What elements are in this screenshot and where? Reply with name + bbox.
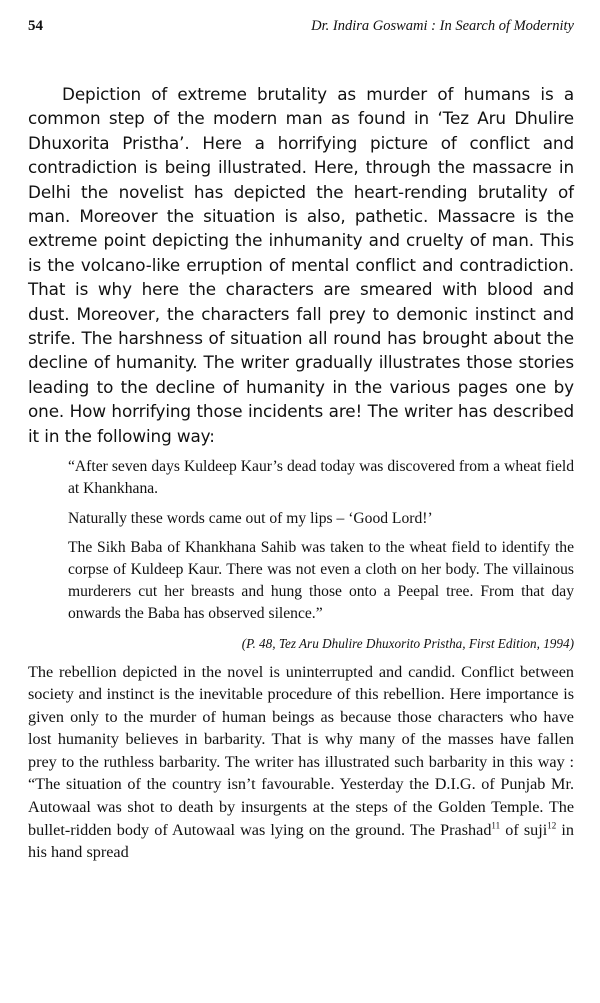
quote-line-2: Naturally these words came out of my lips – ‘Good Lord!’ bbox=[68, 509, 433, 527]
paragraph-rebellion-text-3: in his hand spread bbox=[28, 820, 575, 862]
paragraph-rebellion bbox=[28, 661, 574, 864]
quote-citation: (P. 48, Tez Aru Dhulire Dhuxorito Pristha, First Edition, 1994) bbox=[241, 635, 574, 651]
paragraph-rebellion-text-2: of suji bbox=[500, 820, 548, 839]
paragraph-rebellion-text: The rebellion depicted in the novel is uninterrupted and candid. Conflict between society and instinct is the inevitable procedure of this rebellion. Here importance is given only to the murder of human beings as because those characters who have lost humanity believes in barbarity. That is why many of the masses have fallen prey to the ruthless barbarity. The writer has illustrated such barbarity in this way : “The situation of the country isn’t favourable. Yesterday the D.I.G. of Punjab Mr. Autowaal was shot to death by insurgents at the steps of the Golden Temple. The bullet-ridden body of Autowaal was lying on the ground. The Prashad bbox=[28, 662, 574, 839]
running-title: Dr. Indira Goswami : In Search of Modernity bbox=[311, 18, 574, 34]
footnote-marker-12[interactable]: 12 bbox=[547, 820, 557, 831]
quote-line-1: “After seven days Kuldeep Kaur’s dead today was discovered from a wheat field at Khankhana. bbox=[68, 458, 574, 498]
footnote-marker-11[interactable]: 11 bbox=[491, 820, 501, 831]
page-header bbox=[28, 18, 574, 42]
paragraph-intro: Depiction of extreme brutality as murder of humans is a common step of the modern man as found in ‘Tez Aru Dhulire Dhuxorita Pristha’. Here a horrifying picture of conflict and contradiction is being illustrated. Here, through the massacre in Delhi the novelist has depicted the heart-rending brutality of man. Moreover the situation is also, pathetic. Massacre is the extreme point depicting the inhumanity and cruelty of man. This is the volcano-like erruption of mental conflict and contradiction. That is why here the characters are smeared with blood and dust. Moreover, the characters fall prey to demonic instinct and strife. The harshness of situation all round has brought about the decline of humanity. The writer gradually illustrates those stories leading to the decline of humanity in the various pages one by one. How horrifying those incidents are! The writer has described it in the following way: bbox=[28, 84, 574, 446]
quote-line-3: The Sikh Baba of Khankhana Sahib was taken to the wheat field to identify the corpse of Kuldeep Kaur. There was not even a cloth on her body. The villainous murderers cut her breasts and hung those onto a Peepal tree. From that day onwards the Baba has observed silence.” bbox=[68, 538, 574, 623]
block-quote bbox=[68, 456, 574, 654]
page-number: 54 bbox=[28, 18, 43, 34]
book-page bbox=[28, 18, 574, 864]
